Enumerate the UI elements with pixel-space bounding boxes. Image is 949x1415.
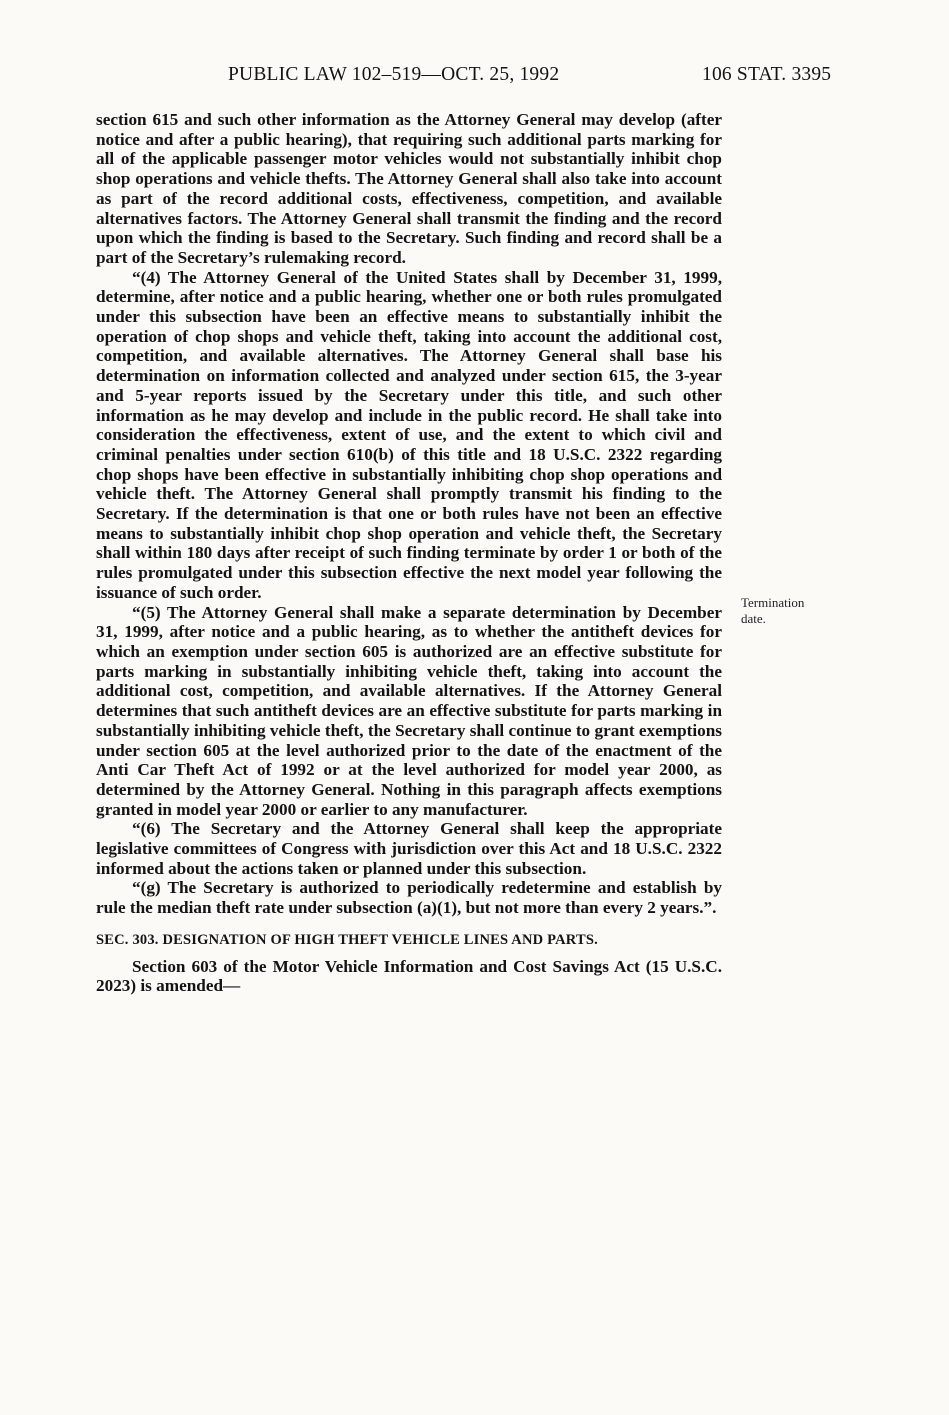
paragraph-g: “(g) The Secretary is authorized to periodically redetermine and establish by rule the median theft rate under subsection (a)(1), but not more than every 2 years.”. — [96, 878, 722, 918]
paragraph-4: “(4) The Attorney General of the United States shall by December 31, 1999, determine, after notice and a public hearing, whether one or both rules promulgated under this subsection have been an effective means to substantially inhibit the operation of chop shops and vehicle theft, taking into account the additional cost, competition, and available alternatives. The Attorney General shall base his determination on information collected and analyzed under section 615, the 3-year and 5-year reports issued by the Secretary under this title, and such other information as he may develop and include in the public record. He shall take into consideration the effectiveness, extent of use, and the extent to which civil and criminal penalties under section 610(b) of this title and 18 U.S.C. 2322 regarding chop shops have been effective in substantially inhibiting chop shop operations and vehicle theft. The Attorney General shall promptly transmit his finding to the Secretary. If the determination is that one or both rules have not been an effective means to substantially inhibit chop shop operation and vehicle theft, the Secretary shall within 180 days after receipt of such finding terminate by order 1 or both of the rules promulgated under this subsection effective the next model year following the issuance of such order. — [96, 267, 722, 602]
section-303-intro: Section 603 of the Motor Vehicle Information and Cost Savings Act (15 U.S.C. 2023) is amended— — [96, 956, 722, 996]
margin-note-line-1: Termination — [741, 595, 805, 610]
statute-page-number: 106 STAT. 3395 — [702, 64, 832, 85]
margin-note — [741, 595, 804, 627]
paragraph-6: “(6) The Secretary and the Attorney General shall keep the appropriate legislative committees of Congress with jurisdiction over this Act and 18 U.S.C. 2322 informed about the actions taken or planned under this subsection. — [96, 819, 722, 878]
document-body — [96, 110, 722, 996]
section-heading: SEC. 303. DESIGNATION OF HIGH THEFT VEHICLE LINES AND PARTS. — [96, 931, 598, 948]
paragraph-5: “(5) The Attorney General shall make a separate determination by December 31, 1999, after notice and a public hearing, as to whether the antitheft devices for which an exemption under section 605 is authorized are an effective substitute for parts marking in substantially inhibiting vehicle theft, taking into account the additional cost, competition, and available alternatives. If the Attorney General determines that such antitheft devices are an effective substitute for parts marking in substantially inhibiting vehicle theft, the Secretary shall continue to grant exemptions under section 605 at the level authorized prior to the date of the enactment of the Anti Car Theft Act of 1992 or at the level authorized for model year 2000, as determined by the Attorney General. Nothing in this paragraph affects exemptions granted in model year 2000 or earlier to any manufacturer. — [96, 602, 722, 819]
running-header-title: PUBLIC LAW 102–519—OCT. 25, 1992 — [228, 64, 560, 85]
paragraph-continuation: section 615 and such other information as the Attorney General may develop (after notice and after a public hearing), that requiring such additional parts marking for all of the applicable passenger motor vehicles would not substantially inhibit chop shop operations and vehicle thefts. The Attorney General shall also take into account as part of the record additional costs, effectiveness, competition, and available alternatives factors. The Attorney General shall transmit the finding and the record upon which the finding is based to the Secretary. Such finding and record shall be a part of the Secretary’s rulemaking record. — [96, 110, 722, 267]
margin-note-line-2: date. — [741, 611, 766, 626]
